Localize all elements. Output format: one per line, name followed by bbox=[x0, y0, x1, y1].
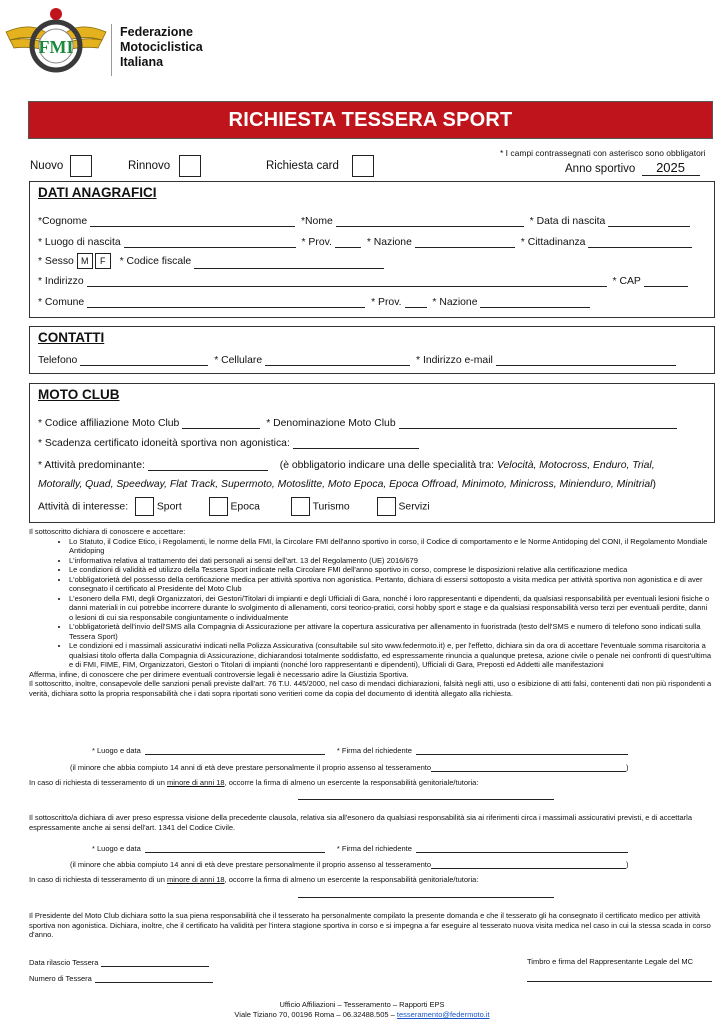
luogo-nascita-label: * Luogo di nascita bbox=[38, 237, 121, 248]
luogo-data-label: * Luogo e data bbox=[92, 746, 141, 755]
nazione-field[interactable] bbox=[415, 235, 515, 248]
declaration-after-1: Afferma, infine, di conoscere che per dirimere eventuali controversie legali è necessario adire la Giustizia Sportiva. bbox=[29, 669, 409, 679]
firma-field-2[interactable] bbox=[416, 843, 628, 853]
mandatory-note: * I campi contrassegnati con asterisco sono obbligatori bbox=[500, 148, 706, 158]
declaration-item: • Le condizioni di validità ed utilizzo della Tessera Sport indicate nella Circolare FMI dell'anno sportivo in corso, comprese le disposizioni relative alla certificazione medica bbox=[69, 565, 713, 575]
attivita-field[interactable] bbox=[148, 458, 268, 471]
winged-wheel-icon bbox=[4, 6, 108, 80]
cittadinanza-field[interactable] bbox=[588, 235, 692, 248]
codice-fiscale-label: * Codice fiscale bbox=[119, 255, 192, 267]
nazione2-field[interactable] bbox=[480, 295, 590, 308]
servizi-label: Servizi bbox=[398, 501, 430, 513]
anno-label: Anno sportivo bbox=[565, 163, 636, 175]
email-label: * Indirizzo e-mail bbox=[416, 355, 493, 366]
row-sesso bbox=[38, 253, 387, 269]
cittadinanza-label: * Cittadinanza bbox=[520, 237, 586, 248]
org-line-2: Motociclistica bbox=[120, 40, 203, 54]
numero-tessera-label: Numero di Tessera bbox=[29, 974, 92, 983]
minore-assenso-field[interactable] bbox=[431, 762, 626, 772]
minore-req-underlined: minore di anni 18 bbox=[167, 778, 225, 787]
epoca-label: Epoca bbox=[230, 501, 260, 513]
data-nascita-field[interactable] bbox=[608, 214, 690, 227]
interesse-label: Attività di interesse: bbox=[38, 501, 129, 513]
footer-line-1: Ufficio Affiliazioni – Tesseramento – Rapporti EPS bbox=[279, 1000, 445, 1009]
denominazione-label: * Denominazione Moto Club bbox=[266, 418, 396, 429]
section-anagrafici bbox=[29, 181, 715, 318]
minore-note-1 bbox=[70, 762, 629, 772]
page-title: RICHIESTA TESSERA SPORT bbox=[228, 108, 513, 131]
cap-field[interactable] bbox=[644, 274, 688, 287]
declaration-item: • L'obbligatorietà dell'invio dell'SMS alla Compagnia di Assicurazione per attivare la copertura assicurativa per allenamento in fuoristrada (testo dell'SMS e numero di telefono sono indicati sulla Tessera Sport) bbox=[69, 622, 713, 641]
declaration-item: • L'obbligatorietà del possesso della certificazione medica per attività sportiva non agonistica. Pertanto, dichiara di essersi sottoposto a visita medica per attività sportiva non agonistica e di aver consegnato il certificato al Presidente del Moto Club bbox=[69, 575, 713, 594]
fmi-logo bbox=[4, 6, 108, 80]
firma-label-2: * Firma del richiedente bbox=[336, 844, 412, 853]
numero-tessera-row bbox=[29, 973, 213, 983]
telefono-label: Telefono bbox=[38, 355, 78, 366]
footer-email-link[interactable]: tesseramento@federmoto.it bbox=[396, 1010, 490, 1019]
minore-req-underlined-2: minore di anni 18 bbox=[167, 875, 225, 884]
data-rilascio-row bbox=[29, 957, 209, 967]
timbro-label: Timbro e firma del Rappresentante Legale del MC bbox=[527, 957, 694, 966]
data-nascita-label: * Data di nascita bbox=[529, 216, 606, 227]
servizi-checkbox[interactable] bbox=[377, 497, 396, 516]
prov2-field[interactable] bbox=[405, 295, 427, 308]
section-motoclub bbox=[29, 383, 715, 523]
indirizzo-field[interactable] bbox=[87, 274, 607, 287]
sport-label: Sport bbox=[156, 501, 182, 513]
row-attivita-2 bbox=[38, 479, 656, 490]
timbro-firma-line[interactable] bbox=[527, 981, 712, 982]
card-checkbox[interactable] bbox=[352, 155, 374, 177]
card-label: Richiesta card bbox=[266, 160, 339, 173]
minore-note-2 bbox=[70, 859, 629, 869]
anno-input[interactable]: 2025 bbox=[642, 160, 700, 176]
rinnovo-checkbox[interactable] bbox=[179, 155, 201, 177]
minore-assenso-field-2[interactable] bbox=[431, 859, 626, 869]
rinnovo-label: Rinnovo bbox=[128, 160, 171, 173]
scadenza-label: * Scadenza certificato idoneità sportiva non agonistica: bbox=[38, 438, 290, 449]
rinnovo-group bbox=[128, 155, 201, 177]
footer-line-2: Viale Tiziano 70, 00196 Roma – 06.32488.505 – bbox=[234, 1010, 395, 1019]
scadenza-field[interactable] bbox=[293, 436, 419, 449]
luogo-data-field-2[interactable] bbox=[145, 843, 325, 853]
declaration-intro: Il sottoscritto dichiara di conoscere e accettare: bbox=[29, 527, 186, 536]
minore-req-2 bbox=[29, 875, 478, 884]
prov-field[interactable] bbox=[335, 235, 361, 248]
prov-label: * Prov. bbox=[301, 237, 332, 248]
firma-field[interactable] bbox=[416, 745, 628, 755]
org-line-3: Italiana bbox=[120, 55, 164, 69]
minore-note-close-2: ) bbox=[626, 860, 629, 869]
sesso-m-checkbox[interactable]: M bbox=[77, 253, 93, 269]
cognome-field[interactable] bbox=[90, 214, 295, 227]
row-scadenza bbox=[38, 436, 422, 449]
row-comune bbox=[38, 295, 593, 308]
section-contatti bbox=[29, 326, 715, 374]
cap-label: * CAP bbox=[612, 276, 641, 287]
logo-text: FMI bbox=[38, 37, 74, 57]
attivita-note: (è obbligatorio indicare una delle specialità tra: bbox=[279, 460, 495, 471]
row-contatti bbox=[38, 353, 679, 366]
row-attivita bbox=[38, 458, 655, 471]
luogo-data-label-2: * Luogo e data bbox=[92, 844, 141, 853]
minore-req-post: , occorre la firma di almeno un esercente la responsabilità genitoriale/tutoria: bbox=[224, 778, 479, 787]
comune-label: * Comune bbox=[38, 297, 85, 308]
nuovo-checkbox[interactable] bbox=[70, 155, 92, 177]
luogo-data-field[interactable] bbox=[145, 745, 325, 755]
nuovo-label: Nuovo bbox=[30, 160, 64, 173]
signature-row-1 bbox=[92, 745, 628, 755]
codice-fiscale-field[interactable] bbox=[194, 256, 384, 269]
minore-req-post-2: , occorre la firma di almeno un esercente la responsabilità genitoriale/tutoria: bbox=[224, 875, 479, 884]
logo-divider bbox=[111, 24, 112, 76]
minore-note-text: (il minore che abbia compiuto 14 anni di età deve prestare personalmente il proprio assenso al tesseramento bbox=[70, 763, 432, 772]
minore-req-pre-2: In caso di richiesta di tesseramento di un bbox=[29, 875, 165, 884]
sesso-f-checkbox[interactable]: F bbox=[95, 253, 111, 269]
epoca-checkbox[interactable] bbox=[209, 497, 228, 516]
attivita-label: * Attività predominante: bbox=[38, 460, 145, 471]
sport-checkbox[interactable] bbox=[135, 497, 154, 516]
cellulare-field[interactable] bbox=[265, 353, 410, 366]
turismo-checkbox[interactable] bbox=[291, 497, 310, 516]
codice-club-field[interactable] bbox=[182, 416, 260, 429]
nome-label: *Nome bbox=[301, 216, 333, 227]
minore-req-pre: In caso di richiesta di tesseramento di un bbox=[29, 778, 165, 787]
nome-field[interactable] bbox=[336, 214, 524, 227]
anagrafici-title: DATI ANAGRAFICI bbox=[38, 185, 157, 200]
genitore-firma-line-1[interactable] bbox=[298, 799, 554, 800]
data-rilascio-label: Data rilascio Tessera bbox=[29, 958, 99, 967]
declaration-item: • Le condizioni ed i massimali assicurativi indicati nella Polizza Assicurativa (consultabile sul sito www.federmoto.it) e, per l'effetto, dichiara sin da ora di accettare l'eventuale somma risarcitoria a qualsiasi titolo offerta dalla Compagnia di Assicurazione, dichiarandosi totalmente soddisfatto, ed espressamente rinuncia a qualunque pretesa, azione civile o penale nei confronti di quest'ultima e di FMI, FIME, FIM, Organizzatori, Gestori o Titolari di impianti (nonché loro rappresentanti e dipendenti), Ufficiali di Gara, Preposti ed Addetti alle manifestazioni bbox=[69, 641, 713, 670]
anno-group bbox=[565, 160, 700, 176]
cognome-label: *Cognome bbox=[38, 216, 88, 227]
telefono-field[interactable] bbox=[80, 353, 208, 366]
minore-note-close: ) bbox=[626, 763, 629, 772]
declaration-item: • L'informativa relativa al trattamento dei dati personali ai sensi dell'art. 13 del Regolamento (UE) 2016/679 bbox=[69, 556, 713, 566]
firma-label: * Firma del richiedente bbox=[336, 746, 412, 755]
signature-row-2 bbox=[92, 843, 628, 853]
card-group bbox=[266, 155, 374, 177]
attivita-close: ) bbox=[652, 479, 656, 490]
minore-note-text-2: (il minore che abbia compiuto 14 anni di età deve prestare personalmente il proprio assenso al tesseramento bbox=[70, 860, 432, 869]
cellulare-label: * Cellulare bbox=[214, 355, 263, 366]
comune-field[interactable] bbox=[87, 295, 365, 308]
title-banner bbox=[28, 101, 713, 139]
president-text: Il Presidente del Moto Club dichiara sotto la sua piena responsabilità che il tesserato ha personalmente compilato la presente domanda e che il tesserato gli ha consegnato il certificato medico per attività sportiva non agonistica. Dichiara, inoltre, che il certificato ha validità per l'intera stagione sportiva in corso e si impegna a far eseguire al tesserato nuova visita medica nel caso in cui la stessa scada in corso d'anno. bbox=[29, 911, 711, 939]
data-rilascio-field[interactable] bbox=[101, 957, 209, 967]
codice-club-label: * Codice affiliazione Moto Club bbox=[38, 418, 180, 429]
minore-req-1 bbox=[29, 778, 478, 787]
declaration-item: • L'esonero della FMI, degli Organizzatori, dei Gestori/Titolari di impianti e degli Ufficiali di Gara, nonché i loro rappresentanti e dipendenti, da qualsiasi responsabilità per eventuali lesioni fisiche o danni materiali in cui potrebbe incorrere durante lo svolgimento di allenamenti, corsi teorico-pratici, corsi hobby sport e stage e da qualsiasi responsabilità verso terzi per eventuali perdite, danni o lesioni di cui sia responsabile congiuntamente o individualmente bbox=[69, 594, 713, 623]
indirizzo-label: * Indirizzo bbox=[38, 276, 84, 287]
footer-line-2-wrap bbox=[0, 1010, 724, 1020]
row-codice-club bbox=[38, 416, 680, 429]
numero-tessera-field[interactable] bbox=[95, 973, 213, 983]
nazione2-label: * Nazione bbox=[432, 297, 478, 308]
request-type-row bbox=[30, 155, 92, 177]
row-interesse bbox=[38, 497, 430, 516]
nazione-label: * Nazione bbox=[366, 237, 412, 248]
declaration-list bbox=[29, 537, 713, 670]
row-cognome bbox=[38, 214, 693, 227]
contatti-title: CONTATTI bbox=[38, 330, 105, 345]
declaration-after-2: Il sottoscritto, inoltre, consapevole delle sanzioni penali previste dall'art. 76 T.U. 445/2000, nel caso di mendaci dichiarazioni, falsità negli atti, uso o esibizione di atti falsi, contenenti dati non più rispondenti a verità, dichiara sotto la propria responsabilità che i dati sopra riportati sono veritieri come da copia del documento di identità allegato alla richiesta. bbox=[29, 679, 712, 698]
prov2-label: * Prov. bbox=[371, 297, 402, 308]
turismo-label: Turismo bbox=[312, 501, 350, 513]
declaration-item: • Lo Statuto, il Codice Etico, i Regolamenti, le norme della FMI, la Circolare FMI dell'anno sportivo in corso, il Codice di comportamento e le Norme Antidoping del CONI, il Regolamento Mondiale Antidoping bbox=[69, 537, 713, 556]
motoclub-title: MOTO CLUB bbox=[38, 387, 120, 402]
genitore-firma-line-2[interactable] bbox=[298, 897, 554, 898]
clausola-text: Il sottoscritto/a dichiara di aver preso espressa visione della precedente clausola, relativa sia all'esonero da qualsiasi responsabilità sia ai riferimenti circa i massimali assicurativi previsti, e di accettarla espressamente anche ai sensi dell'art. 1341 del Codice Civile. bbox=[29, 813, 692, 832]
org-line-1: Federazione bbox=[120, 25, 193, 39]
row-luogo bbox=[38, 235, 695, 248]
email-field[interactable] bbox=[496, 353, 676, 366]
luogo-nascita-field[interactable] bbox=[124, 235, 296, 248]
declaration-block bbox=[29, 527, 713, 698]
denominazione-field[interactable] bbox=[399, 416, 677, 429]
attivita-list-1: Velocità, Motocross, Enduro, Trial, bbox=[496, 460, 655, 471]
org-name bbox=[120, 25, 203, 70]
footer bbox=[0, 1000, 724, 1020]
sesso-label: * Sesso bbox=[38, 255, 74, 267]
row-indirizzo bbox=[38, 274, 691, 287]
attivita-list-2: Motorally, Quad, Speedway, Flat Track, Supermoto, Motoslitte, Moto Epoca, Epoca Offroad, Minimoto, Minicross, Minienduro, Minitrial bbox=[38, 479, 653, 490]
